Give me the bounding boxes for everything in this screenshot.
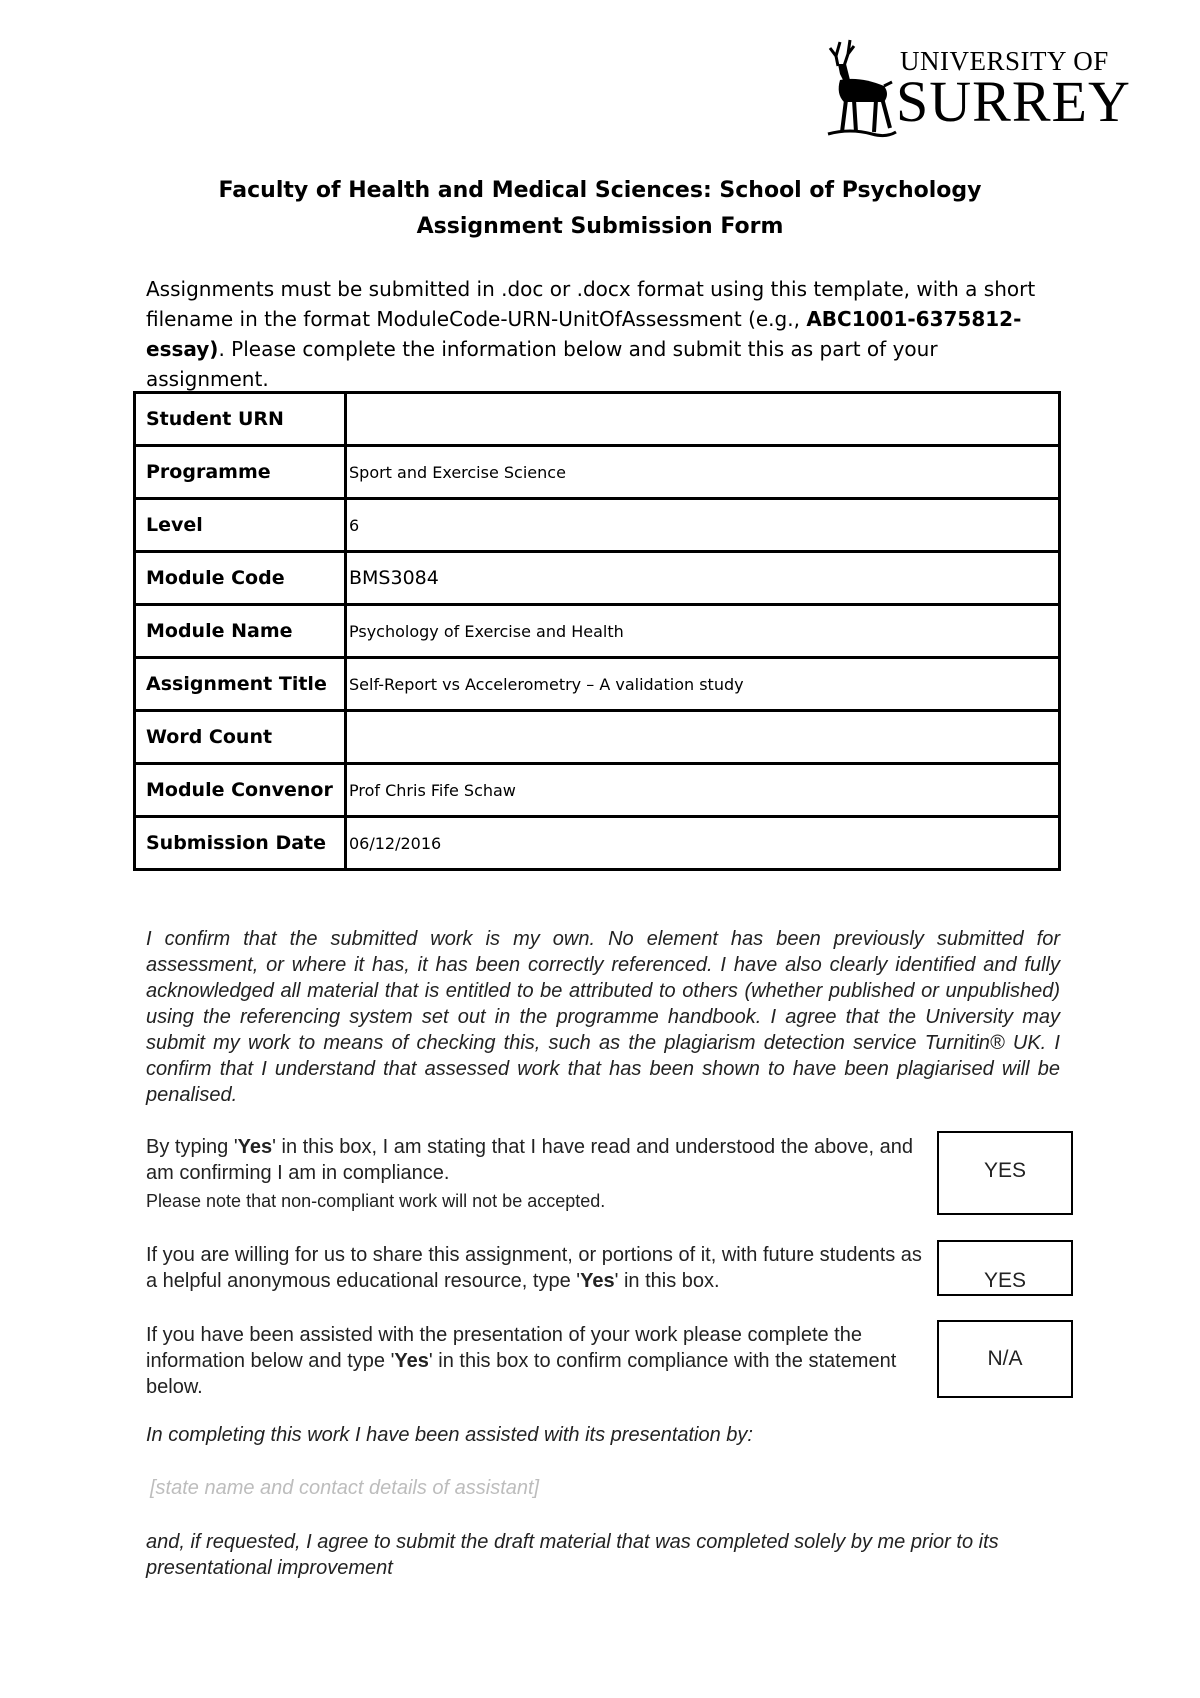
programme-field[interactable]: Sport and Exercise Science bbox=[346, 446, 1060, 499]
word-count-field[interactable] bbox=[346, 711, 1060, 764]
intro-example: ABC1001-6375812-essay) bbox=[146, 307, 1022, 361]
row-label: Assignment Title bbox=[135, 658, 346, 711]
stag-emblem-icon bbox=[810, 36, 900, 140]
share-answer-text: YES bbox=[983, 1269, 1027, 1292]
assistant-details-field[interactable]: [state name and contact details of assistant] bbox=[150, 1477, 540, 1499]
level-field[interactable]: 6 bbox=[346, 499, 1060, 552]
table-row bbox=[135, 552, 1060, 605]
share-answer-box[interactable] bbox=[937, 1240, 1073, 1296]
university-logo bbox=[810, 36, 1130, 140]
module-code-field[interactable]: BMS3084 bbox=[346, 552, 1060, 605]
logo-line-university: UNIVERSITY OF bbox=[900, 46, 1109, 76]
row-label: Module Name bbox=[135, 605, 346, 658]
q1-bold: Yes bbox=[237, 1136, 273, 1158]
assignment-title-field[interactable]: Self-Report vs Accelerometry – A validation study bbox=[346, 658, 1060, 711]
table-row bbox=[135, 605, 1060, 658]
agree-statement: and, if requested, I agree to submit the draft material that was completed solely by me prior to its presentational improvement bbox=[146, 1531, 999, 1579]
compliance-answer-box[interactable]: YES bbox=[937, 1131, 1073, 1215]
table-row bbox=[135, 764, 1060, 817]
module-name-field[interactable]: Psychology of Exercise and Health bbox=[346, 605, 1060, 658]
assisted-by-text: In completing this work I have been assisted with its presentation by: bbox=[146, 1424, 753, 1446]
page-subtitle: Assignment Submission Form bbox=[416, 214, 784, 239]
table-row bbox=[135, 393, 1060, 446]
q3-pre: If you have been assisted with the presentation of your work please complete the information below and type ' bbox=[146, 1324, 862, 1372]
q1-post: ' in this box, I am stating that I have read and understood the above, and am confirming I am in compliance. bbox=[146, 1136, 914, 1184]
table-row bbox=[135, 817, 1060, 870]
row-label: Module Convenor bbox=[135, 764, 346, 817]
table-row bbox=[135, 499, 1060, 552]
compliance-question bbox=[146, 1134, 926, 1216]
q2-bold: Yes bbox=[580, 1270, 615, 1292]
assistance-answer-box[interactable]: N/A bbox=[937, 1320, 1073, 1398]
student-urn-field[interactable] bbox=[346, 393, 1060, 446]
q2-pre: If you are willing for us to share this assignment, or portions of it, with future students as a helpful anonymous educational resource, type ' bbox=[146, 1244, 922, 1292]
intro-paragraph bbox=[146, 274, 1066, 394]
table-row bbox=[135, 658, 1060, 711]
q2-post: ' in this box. bbox=[614, 1270, 720, 1292]
intro-part1: Assignments must be submitted in .doc or .docx format using this template, with a short filename in the format ModuleCode-URN-UnitOfAssessment (e.g., bbox=[146, 277, 1036, 331]
table-row bbox=[135, 446, 1060, 499]
submission-date-field[interactable]: 06/12/2016 bbox=[346, 817, 1060, 870]
row-label: Level bbox=[135, 499, 346, 552]
submission-info-table bbox=[133, 391, 1061, 871]
row-label: Programme bbox=[135, 446, 346, 499]
compliance-note: Please note that non-compliant work will not be accepted. bbox=[146, 1191, 606, 1211]
intro-part2: . Please complete the information below and submit this as part of your assignment. bbox=[146, 337, 938, 391]
q3-bold: Yes bbox=[394, 1350, 429, 1372]
table-row bbox=[135, 711, 1060, 764]
row-label: Word Count bbox=[135, 711, 346, 764]
assistance-question bbox=[146, 1322, 926, 1400]
logo-line-surrey: SURREY bbox=[896, 69, 1131, 134]
row-label: Module Code bbox=[135, 552, 346, 605]
row-label: Submission Date bbox=[135, 817, 346, 870]
row-label: Student URN bbox=[135, 393, 346, 446]
plagiarism-declaration: I confirm that the submitted work is my own. No element has been previously submitted for assessment, or where it has, it has been correctly referenced. I have also clearly identified and fully acknowledged all material that is entitled to be attributed to others (whether published or unpublished) using the referencing system set out in the programme handbook. I agree that the University may submit my work to means of checking this, such as the plagiarism detection service Turnitin® UK. I confirm that I understand that assessed work that has been shown to have been plagiarised will be penalised. bbox=[146, 928, 1060, 1106]
page-title: Faculty of Health and Medical Sciences: School of Psychology bbox=[218, 178, 982, 203]
q3-post: ' in this box to confirm compliance with the statement below. bbox=[146, 1350, 897, 1398]
share-question bbox=[146, 1242, 926, 1294]
module-convenor-field[interactable]: Prof Chris Fife Schaw bbox=[346, 764, 1060, 817]
q1-pre: By typing ' bbox=[146, 1136, 238, 1158]
